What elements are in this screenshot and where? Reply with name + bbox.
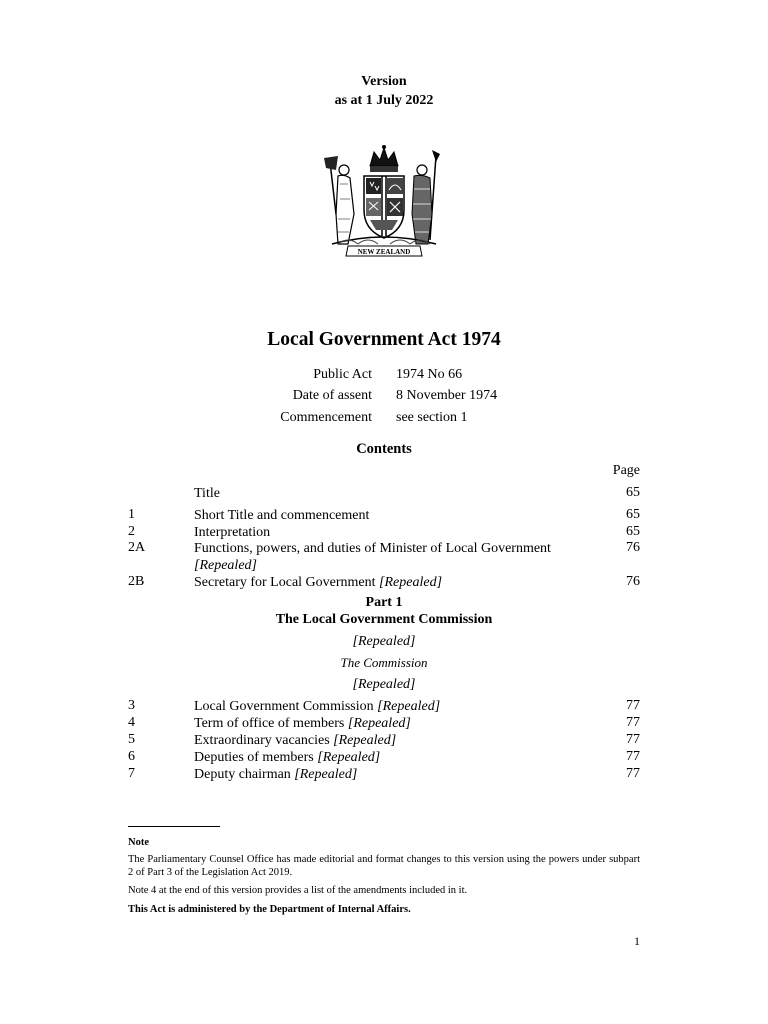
toc-entry-page: 77 [626, 715, 640, 730]
meta-value-public-act: 1974 No 66 [396, 367, 463, 382]
meta-label-commencement: Commencement [280, 410, 372, 425]
toc-entry-page: 77 [626, 698, 640, 713]
subheading-commission: The Commission [340, 655, 428, 670]
meta-value-commencement: see section 1 [396, 410, 468, 425]
toc-entry-number: 4 [128, 715, 135, 730]
toc-title-entry[interactable]: Title [194, 486, 220, 501]
toc-entry-number: 3 [128, 698, 135, 713]
part-number: Part 1 [365, 595, 403, 610]
toc-entry-text[interactable]: Deputies of members [Repealed] [194, 750, 381, 765]
toc-entry-number: 1 [128, 507, 135, 522]
toc-entry-number: 2A [128, 540, 146, 555]
crest-motto: NEW ZEALAND [357, 248, 411, 256]
version-date: as at 1 July 2022 [334, 93, 434, 108]
toc-entry-page: 65 [626, 507, 640, 522]
toc-entry-page: 76 [626, 540, 640, 555]
note-paragraph: The Parliamentary Counsel Office has made editorial and format changes to this version using the powers under subpart 2 of Part 3 of the Legislation Act 2019. [128, 854, 640, 878]
toc-entry-number: 7 [128, 766, 135, 781]
meta-label-date-of-assent: Date of assent [292, 388, 372, 403]
part-name[interactable]: The Local Government Commission [275, 612, 493, 627]
note-amendments-line: Note 4 at the end of this version provides a list of the amendments included in it. [128, 885, 468, 896]
toc-entry-page: 77 [626, 749, 640, 764]
toc-entry-text[interactable]: Secretary for Local Government [Repealed] [194, 575, 443, 590]
toc-entry-page: 77 [626, 732, 640, 747]
nz-coat-of-arms-icon [318, 144, 450, 260]
toc-title-page: 65 [626, 485, 640, 500]
contents-heading: Contents [356, 441, 412, 457]
toc-entry-page: 77 [626, 766, 640, 781]
toc-entry-number: 2B [128, 574, 145, 589]
toc-entry-page: 65 [626, 524, 640, 539]
subheading-repealed-note: [Repealed] [352, 677, 416, 692]
toc-entry-text[interactable]: Term of office of members [Repealed] [194, 716, 411, 731]
part-repealed-note: [Repealed] [352, 634, 416, 649]
page-number: 1 [634, 934, 640, 948]
toc-entry-page: 76 [626, 574, 640, 589]
toc-entry-text[interactable]: Interpretation [194, 525, 271, 540]
toc-entry-text[interactable]: Extraordinary vacancies [Repealed] [194, 733, 397, 748]
note-divider [128, 826, 220, 827]
toc-entry-text[interactable]: Short Title and commencement [194, 508, 370, 523]
toc-entry-text[interactable]: Local Government Commission [Repealed] [194, 699, 441, 714]
administered-by-line: This Act is administered by the Department of Internal Affairs. [128, 904, 411, 915]
toc-entry-number: 5 [128, 732, 135, 747]
version-label: Version [361, 74, 407, 89]
toc-entry-text[interactable]: Functions, powers, and duties of Minister of Local Government [Repealed] [194, 541, 551, 573]
note-heading: Note [128, 837, 149, 848]
meta-value-date-of-assent: 8 November 1974 [396, 388, 498, 403]
toc-entry-number: 6 [128, 749, 135, 764]
meta-label-public-act: Public Act [313, 367, 372, 382]
toc-entry-number: 2 [128, 524, 135, 539]
toc-entry-text[interactable]: Deputy chairman [Repealed] [194, 767, 358, 782]
act-title: Local Government Act 1974 [267, 329, 501, 350]
page-column-heading: Page [612, 463, 640, 478]
